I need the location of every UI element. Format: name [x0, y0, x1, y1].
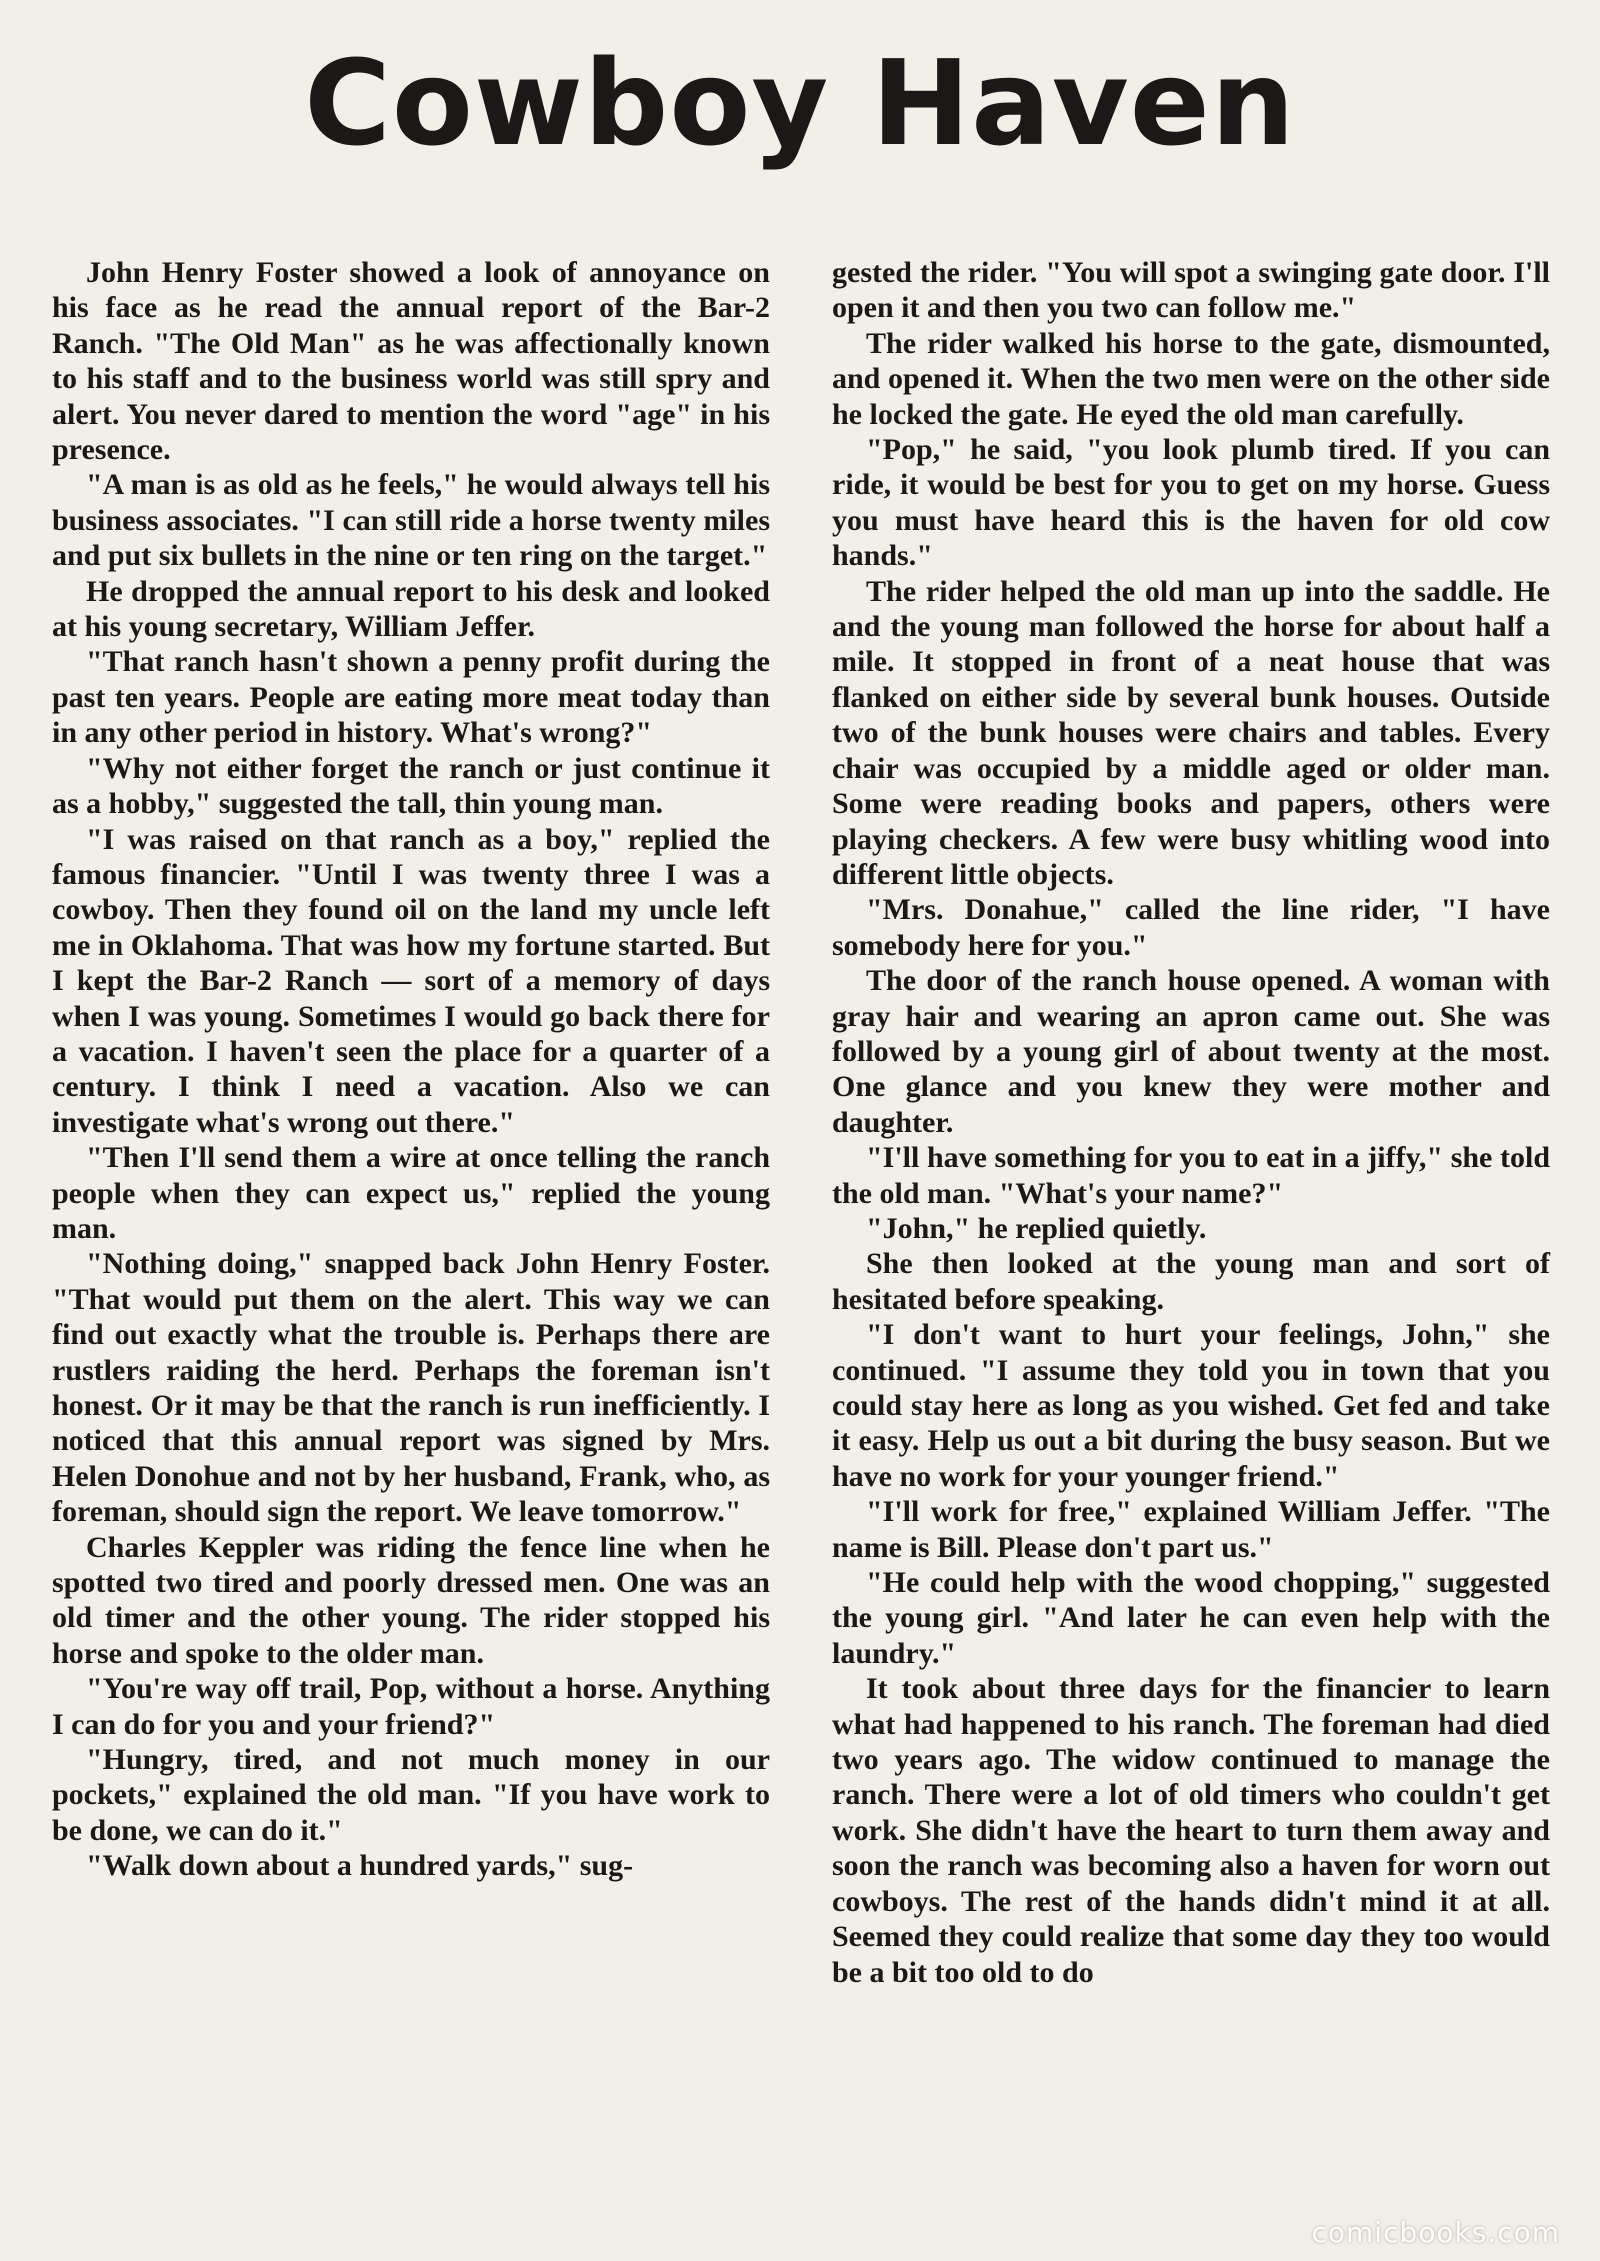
paragraph: "I was raised on that ranch as a boy," replied the famous financier. "Until I was twenty three I was a cowboy. Then they found oil on the land my uncle left me in Oklahoma. That was how my fortune started. But I kept the Bar-2 Ranch — sort of a memory of days when I was young. Sometimes I would go back there for a vacation. I haven't seen the place for a quarter of a century. I think I need a vacation. Also we can investigate what's wrong out there." [52, 822, 770, 1139]
left-column [52, 255, 770, 1884]
paragraph: "You're way off trail, Pop, without a horse. Anything I can do for you and your friend?" [52, 1672, 770, 1741]
paragraph: "I don't want to hurt your feelings, John," she continued. "I assume they told you in town that you could stay here as long as you wished. Get fed and take it easy. Help us out a bit during the busy season. But we have no work for your younger friend." [832, 1318, 1550, 1493]
paragraph: "John," he replied quietly. [866, 1211, 1207, 1245]
paragraph: "Walk down about a hundred yards," sug- [86, 1849, 634, 1883]
paragraph: The rider walked his horse to the gate, dismounted, and opened it. When the two men were on the other side he locked the gate. He eyed the old man carefully. [832, 326, 1550, 431]
paragraph: "Why not either forget the ranch or just continue it as a hobby," suggested the tall, thin young man. [52, 751, 770, 821]
page-title: Cowboy Haven [304, 34, 1296, 172]
paragraph: "Mrs. Donahue," called the line rider, "I have somebody here for you." [832, 893, 1550, 962]
paragraph: "He could help with the wood chopping," suggested the young girl. "And later he can even help with the laundry." [832, 1566, 1550, 1670]
paragraph: John Henry Foster showed a look of annoyance on his face as he read the annual report of the Bar-2 Ranch. "The Old Man" as he was affectionally known to his staff and to the business world was still spry and alert. You never dared to mention the word "age" in his presence. [52, 256, 770, 467]
paragraph: He dropped the annual report to his desk and looked at his young secretary, William Jeffer. [52, 574, 770, 644]
paragraph-continuation: gested the rider. "You will spot a swinging gate door. I'll open it and then you two can follow me." [832, 256, 1550, 325]
watermark: comicbooks.com [1311, 2216, 1560, 2249]
paragraph: "Hungry, tired, and not much money in our pockets," explained the old man. "If you have work to be done, we can do it." [52, 1743, 770, 1847]
paragraph: "I'll work for free," explained William Jeffer. "The name is Bill. Please don't part us." [832, 1495, 1550, 1564]
paragraph: "Pop," he said, "you look plumb tired. If you can ride, it would be best for you to get on my horse. Guess you must have heard this is the haven for old cow hands." [832, 433, 1550, 573]
paragraph: She then looked at the young man and sort of hesitated before speaking. [832, 1247, 1550, 1316]
paragraph: "Nothing doing," snapped back John Henry Foster. "That would put them on the alert. This way we can find out exactly what the trouble is. Perhaps there are rustlers raiding the herd. Perhaps the foreman isn't honest. Or it may be that the ranch is run inefficiently. I noticed that this annual report was signed by Mrs. Helen Donohue and not by her husband, Frank, who, as foreman, should sign the report. We leave tomorrow." [52, 1247, 770, 1529]
paragraph: The door of the ranch house opened. A woman with gray hair and wearing an apron came out. She was followed by a young girl of about twenty at the most. One glance and you knew they were mother and daughter. [832, 964, 1550, 1139]
paragraph: Charles Keppler was riding the fence line when he spotted two tired and poorly dressed men. One was an old timer and the other young. The rider stopped his horse and spoke to the older man. [52, 1530, 770, 1670]
right-column [832, 255, 1550, 1990]
paragraph: It took about three days for the financier to learn what had happened to his ranch. The foreman had died two years ago. The widow continued to manage the ranch. There were a lot of old timers who couldn't get work. She didn't have the heart to turn them away and soon the ranch was becoming also a haven for worn out cowboys. The rest of the hands didn't mind it at all. Seemed they could realize that some day they too would be a bit too old to do [832, 1672, 1550, 1989]
paragraph: "Then I'll send them a wire at once telling the ranch people when they can expect us," replied the young man. [52, 1141, 770, 1245]
paragraph: The rider helped the old man up into the saddle. He and the young man followed the horse for about half a mile. It stopped in front of a neat house that was flanked on either side by several bunk houses. Outside two of the bunk houses were chairs and tables. Every chair was occupied by a middle aged or older man. Some were reading books and papers, others were playing checkers. A few were busy whitling wood into different little objects. [832, 574, 1550, 891]
paragraph: "That ranch hasn't shown a penny profit during the past ten years. People are eating more meat today than in any other period in history. What's wrong?" [52, 645, 770, 750]
paragraph: "I'll have something for you to eat in a jiffy," she told the old man. "What's your name?" [832, 1141, 1550, 1210]
paragraph: "A man is as old as he feels," he would always tell his business associates. "I can still ride a horse twenty miles and put six bullets in the nine or ten ring on the target." [52, 468, 770, 573]
